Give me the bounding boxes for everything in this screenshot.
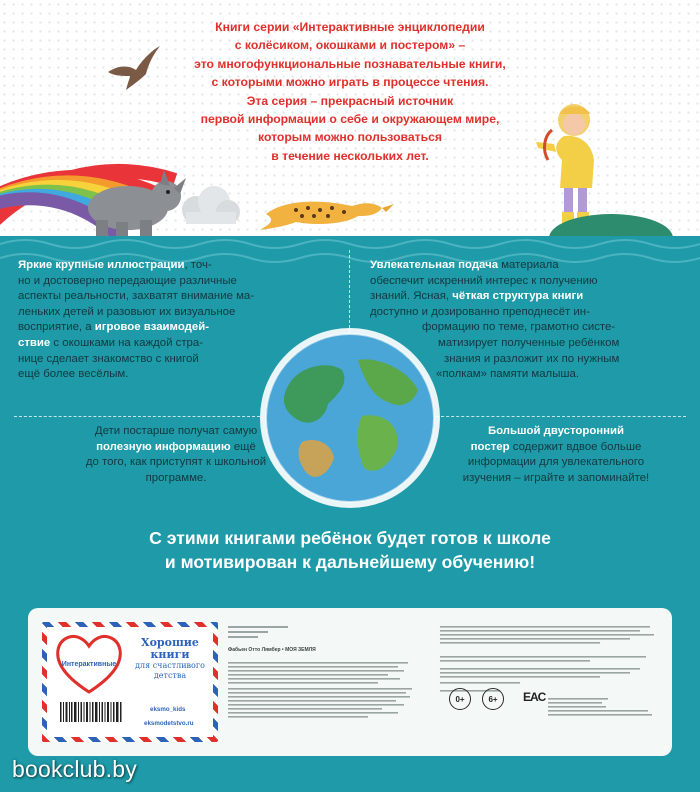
intro-line: Книги серии «Интерактивные энциклопедии — [215, 20, 485, 34]
cloud-icon — [174, 180, 242, 226]
body-text: леньких детей и разовьют их визуальное — [18, 305, 236, 318]
body-text: обеспечит искренний интерес к получению — [370, 274, 598, 287]
body-text: но и достоверно передающие различные — [18, 274, 237, 287]
motto-text — [80, 526, 620, 574]
publisher-website: eksmodetstvo.ru — [144, 720, 194, 727]
body-text: ещё — [230, 440, 256, 453]
body-text: , точ- — [184, 259, 212, 271]
body-text: до того, как приступят к школьной — [85, 456, 267, 469]
eac-conformity-mark: EAC — [523, 690, 546, 704]
feature-useful-info — [76, 424, 276, 486]
hill-illustration — [548, 210, 674, 238]
body-text: с окошками на каждой стра- — [50, 336, 203, 349]
highlight-text: постер — [470, 440, 510, 453]
site-watermark: bookclub.by — [12, 756, 137, 782]
body-text: изучения – играйте и запоминайте! — [462, 471, 650, 484]
top-illustration-area — [0, 0, 700, 236]
series-intro-text — [170, 18, 530, 165]
slogan-line: для счастливого — [135, 661, 205, 670]
highlight-text: ствие — [18, 336, 51, 349]
highlight-text: полезную информацию — [96, 440, 231, 453]
age-rating-badge: 0+ — [449, 688, 471, 710]
intro-line: Эта серия – прекрасный источник — [246, 93, 454, 108]
body-text: формацию по теме, грамотно систе- — [422, 321, 616, 334]
intro-line: с колёсиком, окошками и постером» – — [234, 38, 466, 53]
legal-text-lines — [440, 626, 662, 736]
heart-label: Интерактивные — [61, 661, 117, 668]
body-text: информации для увлекательного — [467, 456, 645, 469]
highlight-text: игровое взаимодей- — [94, 321, 210, 334]
age-rating-badge: 6+ — [482, 688, 504, 710]
intro-line: которым можно пользоваться — [258, 130, 442, 145]
slogan-line: книги — [150, 648, 190, 661]
rhino-illustration — [62, 158, 188, 236]
slogan-line: детства — [153, 671, 187, 680]
body-text: нице сделает знакомство с книгой — [18, 352, 199, 365]
body-text: Дети постарше получат самую — [94, 425, 258, 437]
motto-line: С этими книгами ребёнок будет готов к школе — [149, 528, 551, 548]
feature-poster — [436, 424, 676, 486]
book-credit-line: Фабьен Отто Лямбер • МОЯ ЗЕМЛЯ — [228, 647, 316, 653]
intro-line: с которыми можно играть в процессе чтения. — [211, 75, 489, 90]
body-text: знаний. Ясная, — [370, 290, 453, 303]
publisher-slogan — [130, 637, 210, 681]
right-divider — [436, 416, 686, 417]
highlight-text: Большой двусторонний — [487, 425, 625, 437]
body-text: ещё более весёлым. — [18, 368, 129, 381]
body-text: «полкам» памяти малыша. — [436, 368, 580, 381]
highlight-text: Увлекательная подача — [370, 259, 499, 271]
barcode-icon — [58, 700, 124, 728]
highlight-text: чёткая структура книги — [452, 290, 584, 303]
body-text: восприятие, а — [18, 321, 95, 334]
body-text: содержит вдвое больше — [509, 440, 642, 453]
body-text: программе. — [145, 471, 207, 484]
heart-logo-icon — [54, 632, 124, 696]
bird-icon — [106, 44, 162, 92]
intro-line: в течение нескольких лет. — [271, 148, 429, 163]
fine-print-lines — [228, 626, 428, 734]
cheetah-illustration — [256, 186, 396, 236]
feature-presentation — [370, 258, 686, 383]
body-text: матизирует полученные ребёнком — [438, 336, 620, 349]
intro-line: первой информации о себе и окружающем мире, — [200, 112, 500, 127]
slogan-line: Хорошие — [141, 636, 199, 649]
left-divider — [14, 416, 260, 417]
highlight-text: Яркие крупные иллюстрации — [18, 259, 185, 271]
motto-line: и мотивирован к дальнейшему обучению! — [164, 552, 536, 572]
body-text: материала — [498, 259, 559, 271]
intro-line: это многофункциональные познавательные книги, — [194, 56, 506, 71]
body-text: знания и разложит их по нужным — [444, 352, 620, 365]
body-text: доступно и дозированно преподнесёт ин- — [370, 305, 590, 318]
body-text: аспекты реальности, захватят внимание ма- — [18, 290, 255, 303]
feature-illustrations — [18, 258, 330, 383]
instagram-handle: eksmo_kids — [150, 706, 186, 713]
